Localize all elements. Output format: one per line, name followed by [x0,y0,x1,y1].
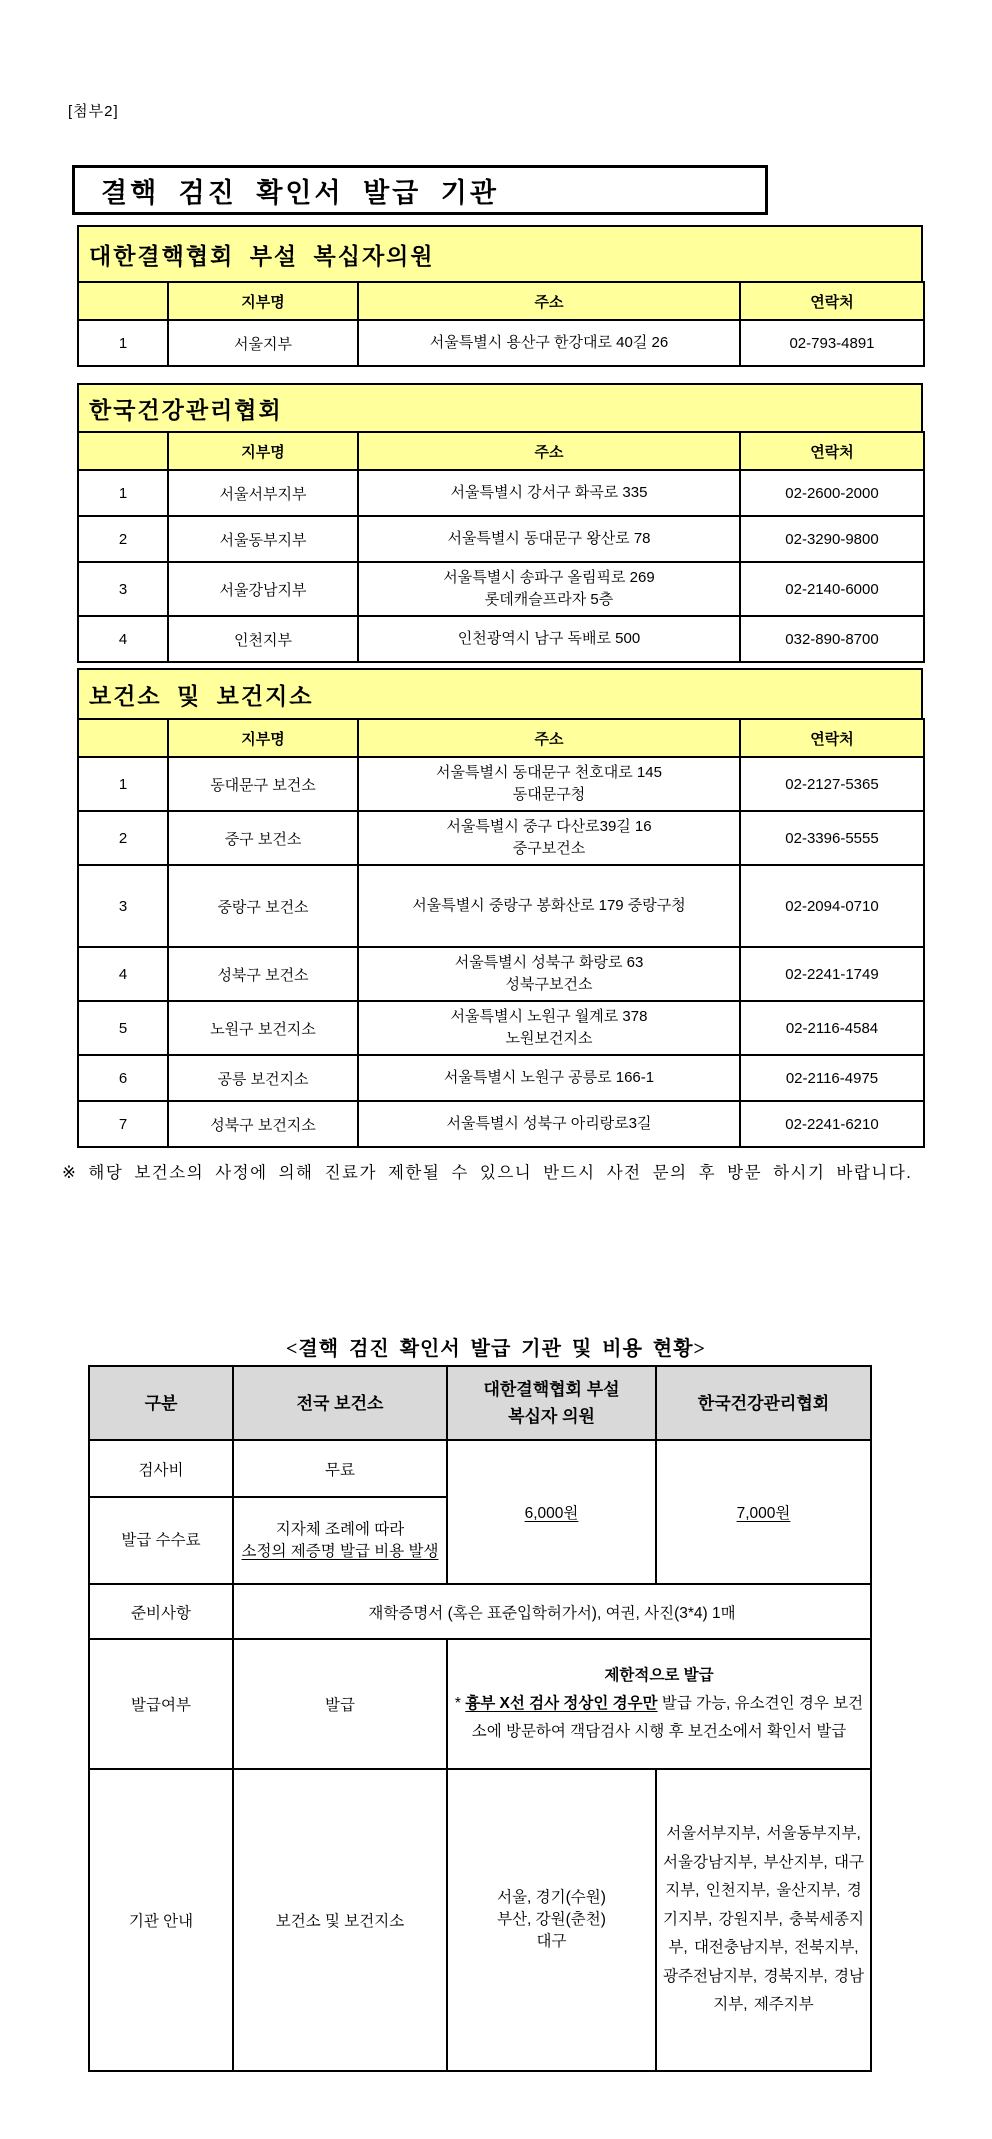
cost-header-cell: 대한결핵협회 부설 복십자 의원 [447,1366,656,1440]
cost-row-exam-fee [89,1440,871,1497]
cost-table-title: <결핵 검진 확인서 발급 기관 및 비용 현황> [286,1338,706,1360]
cost-value-national-fee [233,1497,447,1584]
table-header-row [78,719,924,757]
address-line: 서울특별시 중랑구 봉화산로 179 중랑구청 [412,897,686,914]
address-line: 서울특별시 동대문구 천호대로 145 [436,764,662,781]
note-text: ※ 해당 보건소의 사정에 의해 진료가 제한될 수 있으니 반드시 사전 문의 후 방문 하시기 바랍니다. [62,1164,913,1182]
address-line: 서울특별시 중구 다산로39길 16 [446,818,652,835]
address-line: 서울특별시 동대문구 왕산로 78 [447,530,651,547]
cost-header-cell: 전국 보건소 [233,1366,447,1440]
cost-value-national-agency: 보건소 및 보건지소 [233,1769,447,2071]
cost-row-issuance [89,1639,871,1769]
cost-header-cell: 한국건강관리협회 [656,1366,871,1440]
cell-address [358,1001,740,1055]
section-2 [77,668,923,1148]
address-line: 서울특별시 성북구 화랑로 63 [454,954,644,971]
cell-address [358,1055,740,1101]
cost-label: 발급 수수료 [89,1497,233,1584]
cost-label: 발급여부 [89,1639,233,1769]
cell-no: 6 [78,1055,168,1101]
cell-branch-name: 서울동부지부 [168,516,358,562]
cost-header-cell: 구분 [89,1366,233,1440]
table-header-row [78,282,924,320]
cell-no: 3 [78,562,168,616]
section-table [77,281,925,367]
cell-address [358,811,740,865]
cost-value-bokshipja-fee: 6,000원 [447,1440,656,1584]
table-header-row [78,432,924,470]
header-cell: 연락처 [740,282,924,320]
address-line: 롯데캐슬프라자 5층 [484,591,614,608]
cost-value-kahp-fee: 7,000원 [656,1440,871,1584]
cell-no: 1 [78,470,168,516]
address-line: 노원보건지소 [505,1030,593,1047]
cell-branch-name: 중구 보건소 [168,811,358,865]
cell-no: 1 [78,757,168,811]
header-cell: 연락처 [740,432,924,470]
section-title: 대한결핵협회 부설 복십자의원 [77,225,923,283]
address-line: 동대문구청 [512,786,586,803]
cost-value-national-issuance: 발급 [233,1639,447,1769]
address-line: 성북구보건소 [505,976,593,993]
cell-phone: 02-2241-6210 [740,1101,924,1147]
cell-branch-name: 서울지부 [168,320,358,366]
table-row [78,320,924,366]
cell-branch-name: 서울강남지부 [168,562,358,616]
cell-branch-name: 서울서부지부 [168,470,358,516]
address-line: 서울특별시 노원구 월계로 378 [450,1008,648,1025]
cell-phone: 02-3396-5555 [740,811,924,865]
main-title-box [72,165,768,215]
cell-no: 5 [78,1001,168,1055]
cell-address [358,320,740,366]
cell-address [358,1101,740,1147]
header-cell-index [78,432,168,470]
cell-branch-name: 노원구 보건지소 [168,1001,358,1055]
header-cell: 지부명 [168,282,358,320]
header-cell: 주소 [358,719,740,757]
cell-phone: 02-3290-9800 [740,516,924,562]
cell-no: 2 [78,516,168,562]
header-cell: 지부명 [168,432,358,470]
agency-line: 서울, 경기(수원) [497,1889,606,1906]
cost-value-kahp-agency: 서울서부지부, 서울동부지부, 서울강남지부, 부산지부, 대구지부, 인천지부, 울산지부, 경기지부, 강원지부, 충북세종지부, 대전충남지부, 전북지부, 광주전남지부, 경북지부, 경남지부, 제주지부 [656,1769,871,2071]
table-row [78,562,924,616]
cell-phone: 02-2094-0710 [740,865,924,947]
cell-phone: 02-2127-5365 [740,757,924,811]
cost-row-preparation [89,1584,871,1639]
fee-line-2: 소정의 제증명 발급 비용 발생 [241,1542,439,1560]
cell-phone: 02-2116-4584 [740,1001,924,1055]
table-row [78,1055,924,1101]
cell-no: 4 [78,947,168,1001]
cost-value-preparation: 재학증명서 (혹은 표준입학허가서), 여권, 사진(3*4) 1매 [233,1584,871,1639]
cell-phone: 02-793-4891 [740,320,924,366]
header-cell-index [78,282,168,320]
section-table [77,718,925,1148]
cell-branch-name: 인천지부 [168,616,358,662]
table-row [78,470,924,516]
cell-address [358,516,740,562]
cell-address [358,865,740,947]
cell-branch-name: 성북구 보건지소 [168,1101,358,1147]
address-line: 서울특별시 노원구 공릉로 166-1 [443,1069,655,1086]
fee-line-1: 지자체 조례에 따라 [275,1520,405,1538]
cost-label: 준비사항 [89,1584,233,1639]
section-title: 보건소 및 보건지소 [77,668,923,720]
cost-label: 검사비 [89,1440,233,1497]
table-row [78,1001,924,1055]
header-cell-index [78,719,168,757]
agency-line: 부산, 강원(춘천) [497,1911,606,1928]
cost-label: 기관 안내 [89,1769,233,2071]
cell-no: 3 [78,865,168,947]
cell-branch-name: 성북구 보건소 [168,947,358,1001]
table-row [78,616,924,662]
cell-branch-name: 중랑구 보건소 [168,865,358,947]
cell-no: 1 [78,320,168,366]
cell-no: 7 [78,1101,168,1147]
cell-no: 4 [78,616,168,662]
address-line: 서울특별시 송파구 올림픽로 269 [443,569,655,586]
address-line: 서울특별시 용산구 한강대로 40길 26 [429,334,669,351]
xray-condition: 흉부 X선 검사 정상인 경우만 [465,1695,658,1712]
header-cell: 연락처 [740,719,924,757]
address-line: 인천광역시 남구 독배로 500 [457,630,641,647]
address-line: 서울특별시 성북구 아리랑로3길 [446,1115,652,1132]
cell-phone: 02-2116-4975 [740,1055,924,1101]
cell-phone: 02-2241-1749 [740,947,924,1001]
cost-header-row [89,1366,871,1440]
address-line: 중구보건소 [512,840,586,857]
table-row [78,1101,924,1147]
table-row [78,865,924,947]
header-cell: 주소 [358,432,740,470]
cell-address [358,562,740,616]
header-cell: 주소 [358,282,740,320]
cost-value-national: 무료 [233,1440,447,1497]
section-title: 한국건강관리협회 [77,383,923,433]
cell-branch-name: 동대문구 보건소 [168,757,358,811]
section-0 [77,225,923,367]
cell-phone: 02-2600-2000 [740,470,924,516]
table-row [78,947,924,1001]
main-title: 결핵 검진 확인서 발급 기관 [101,177,499,208]
table-row [78,811,924,865]
restricted-title: 제한적으로 발급 [604,1667,714,1684]
table-row [78,516,924,562]
cell-address [358,470,740,516]
header-cell: 지부명 [168,719,358,757]
section-table [77,431,925,663]
cost-row-agency-info [89,1769,871,2071]
cell-no: 2 [78,811,168,865]
cell-address [358,616,740,662]
table-row [78,757,924,811]
cell-phone: 032-890-8700 [740,616,924,662]
address-line: 서울특별시 강서구 화곡로 335 [450,484,648,501]
cost-value-bokshipja-agency [447,1769,656,2071]
agency-line: 대구 [536,1933,567,1950]
cost-value-restricted-issuance: 제한적으로 발급 * 흉부 X선 검사 정상인 경우만 발급 가능, 유소견인 경우 보건소에 방문하여 객담검사 시행 후 보건소에서 확인서 발급 [447,1639,871,1769]
attachment-label: [첨부2] [68,103,119,120]
cell-branch-name: 공릉 보건지소 [168,1055,358,1101]
section-1 [77,383,923,663]
cost-table [88,1365,872,2072]
cell-phone: 02-2140-6000 [740,562,924,616]
cell-address [358,947,740,1001]
cell-address [358,757,740,811]
